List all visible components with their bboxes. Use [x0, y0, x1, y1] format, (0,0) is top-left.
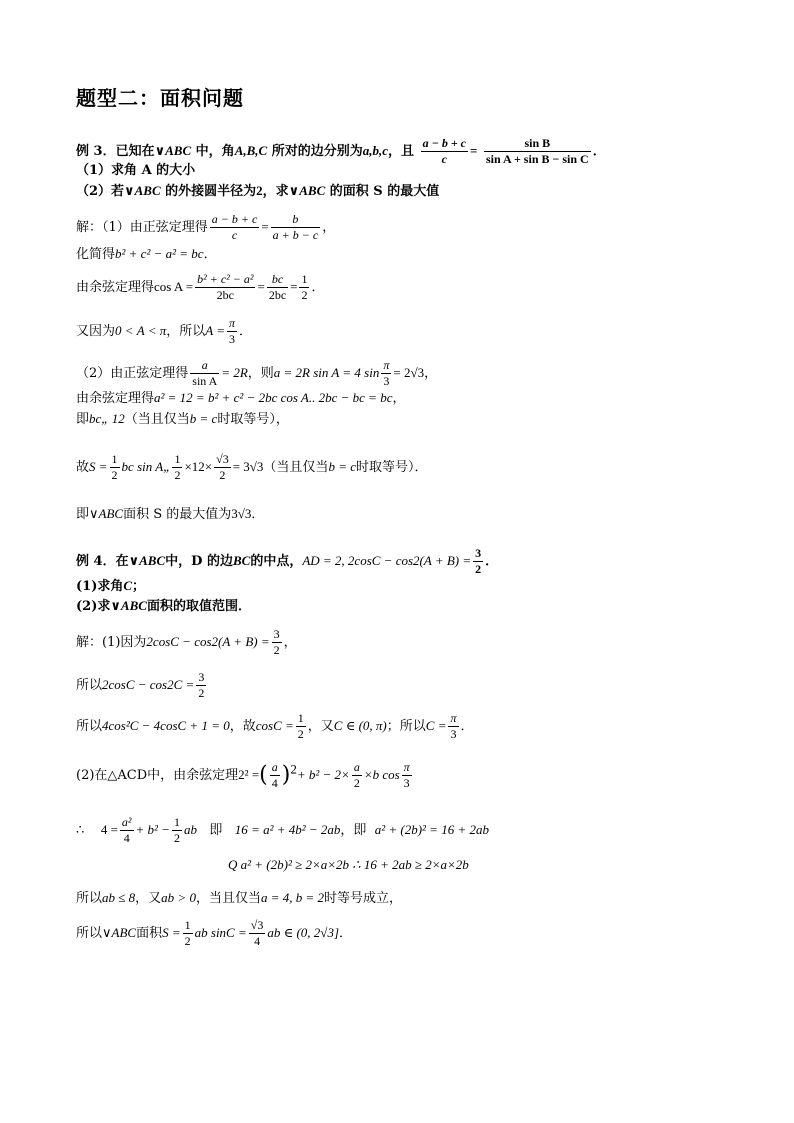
- solution-4-line-7: 所以ab ≤ 8，又ab > 0，当且仅当a = 4, b = 2时等号成立，: [76, 890, 403, 906]
- example-3-question-2: （2）若∨ABC 的外接圆半径为2，求∨ABC 的面积 S 的最大值: [76, 183, 440, 199]
- solution-4-line-1: 解：(1)因为2cosC − cos2(A + B) = $\frac{3}{2}$ ，: [76, 627, 297, 657]
- solution-4-line-8: 所以∨ABC面积S = $\frac{1}{2}$ ab sinC = $\frac{√3}{4}$ ab ∈ (0, 2√3]．: [76, 918, 353, 948]
- solution-4-line-3: 所以4cos²C − 4cosC + 1 = 0，故cosC = $\frac{1}{2}$ ，又C ∈ (0, π)；所以C = $\frac{\pi}{3}$ ．: [76, 711, 474, 741]
- solution-3-line-6: 由余弦定理得a² = 12 = b² + c² − 2bc cos A.. 2bc − bc = bc，: [76, 390, 406, 406]
- fraction: $\frac{\text{sin B}}{\text{sin A + sin B − sin C}}$: [485, 136, 589, 166]
- solution-3-line-9: 即∨ABC面积 S 的最大值为3√3．: [76, 506, 265, 522]
- solution-3-line-2: 化简得b² + c² − a² = bc．: [76, 246, 217, 262]
- solution-3-line-5: （2）由正弦定理得 $\frac{a}{\text{sin A}}$ = 2R，则a = 2R sin A = 4 sin $\frac{\pi}{3}$ = 2√3，: [76, 358, 438, 388]
- example-4-question-1: (1)求角C；: [76, 578, 146, 594]
- solution-4-line-2: 所以2cosC − cos2C = $\frac{3}{2}$: [76, 670, 205, 700]
- solution-4-line-6: Q a² + (2b)² ≥ 2×a×2b ∴ 16 + 2ab ≥ 2×a×2b: [228, 857, 469, 872]
- solution-4-line-4: (2)在△ACD中，由余弦定理2² =( $\frac{a}{4}$ )$^2$+ b² − 2× $\frac{a}{2}$ ×b cos $\frac{\pi}{3}$: [76, 760, 410, 790]
- solution-3-line-1: 解：（1）由正弦定理得 $\frac{a - b + c}{c}$ = $\frac{b}{a + b - c}$ ，: [76, 212, 336, 242]
- section-title: 题型二：面积问题: [76, 86, 244, 110]
- solution-3-line-3: 由余弦定理得cos A = $\frac{\text{b² + c² − a²}}{2bc}$ = $\frac{bc}{2bc}$ = $\frac{1}{2}$ ．: [76, 272, 325, 302]
- solution-4-line-5: ∴ 4 = $\frac{\text{a²}}{4}$ + b² − $\frac{1}{2}$ ab 即 16 = a² + 4b² − 2ab，即 a² + (2b)² = 16 + 2ab: [76, 815, 489, 845]
- example-3-stem: 例 3．已知在∨ABC 中，角A,B,C 所对的边分别为a,b,c，且 $\frac{a - b + c}{c}$ = $\frac{\text{sin B}}{\text{sin A + sin B − sin C}}$ ．: [76, 136, 606, 166]
- example-4-stem: 例 4．在∨ABC中，D 的边BC的中点，AD = 2, 2cosC − cos2(A + B) = $\frac{3}{2}$ ．: [76, 546, 499, 576]
- example-3-question-1: （1）求角 A 的大小: [76, 163, 196, 178]
- solution-3-line-7: 即bc„ 12（当且仅当b = c时取等号），: [76, 411, 289, 427]
- example-4-question-2: (2)求∨ABC面积的取值范围．: [76, 598, 251, 614]
- fraction: $\frac{a - b + c}{c}$: [422, 136, 466, 166]
- solution-3-line-4: 又因为0 < A < π，所以A = $\frac{\pi}{3}$ ．: [76, 316, 253, 346]
- solution-3-line-8: 故S = $\frac{1}{2}$ bc sin A„ $\frac{1}{2}$ ×12× $\frac{√3}{2}$ = 3√3（当且仅当b = c时取等号）．: [76, 452, 428, 482]
